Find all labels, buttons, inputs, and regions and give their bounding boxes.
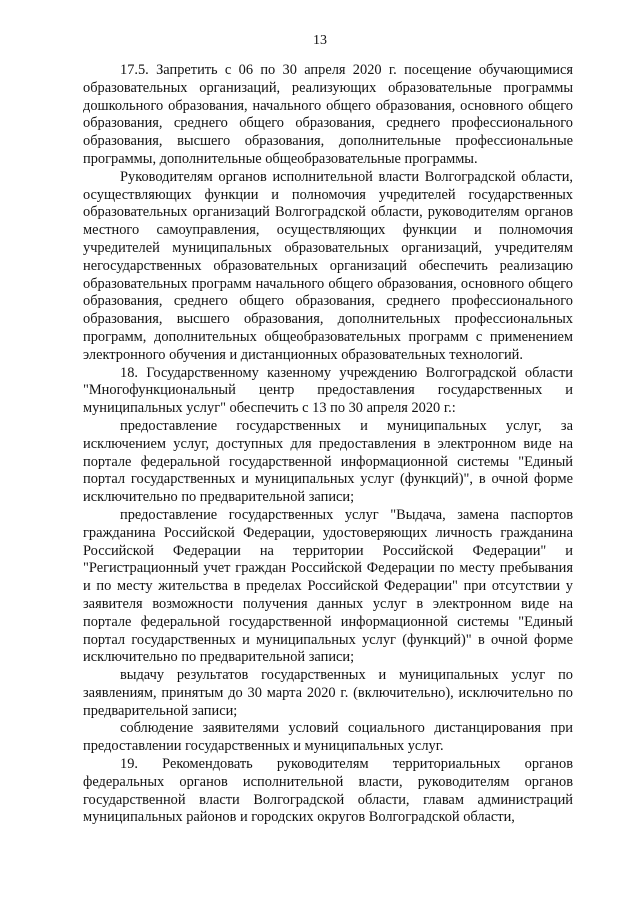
paragraph-17-5: 17.5. Запретить с 06 по 30 апреля 2020 г. посещение обучающимися образовательных организаций, реализующих образовательные программы дошкольного образования, начального общего образования, основного общего образования, среднего общего образования, среднего профессионального образования, высшего образования, дополнительные профессиональные программы, дополнительные общеобразовательные программы.	[83, 62, 573, 167]
paragraph-18-passports: предоставление государственных услуг "Выдача, замена паспортов гражданина Российской Федерации, удостоверяющих личность гражданина Российской Федерации на территории Российской Федерации" и "Регистрационный учет граждан Российской Федерации по месту пребывания и по месту жительства в пределах Российской Федерации" при отсутствии у заявителя возможности получения данных услуг в электронном виде на портале федеральной государственной информационной системы "Единый портал государственных и муниципальных услуг (функций)" в очной форме исключительно по предварительной записи;	[83, 506, 573, 666]
paragraph-19: 19. Рекомендовать руководителям территориальных органов федеральных органов исполнительной власти, руководителям органов государственной власти Волгоградской области, главам администраций муниципальных районов и городских округов Волгоградской области,	[83, 756, 573, 826]
document-body	[83, 62, 573, 827]
paragraph-17-5-instructions: Руководителям органов исполнительной власти Волгоградской области, осуществляющих функции и полномочия учредителей государственных образовательных организаций Волгоградской области, руководителям органов местного самоуправления, осуществляющих функции и полномочия учредителей муниципальных образовательных организаций, учредителям негосударственных образовательных организаций обеспечить реализацию образовательных программ начального общего образования, основного общего образования, среднего общего образования, среднего профессионального образования, высшего образования, дополнительных профессиональных программ, дополнительных общеобразовательных программ с применением электронного обучения и дистанционных образовательных технологий.	[83, 168, 573, 363]
paragraph-18-services: предоставление государственных и муниципальных услуг, за исключением услуг, доступных для предоставления в электронном виде на портале федеральной государственной информационной системы "Единый портал государственных и муниципальных услуг (функций)", в очной форме исключительно по предварительной записи;	[83, 417, 573, 506]
page-number: 13	[313, 33, 327, 48]
paragraph-18: 18. Государственному казенному учреждению Волгоградской области "Многофункциональный центр предоставления государственных и муниципальных услуг" обеспечить с 13 по 30 апреля 2020 г.:	[83, 364, 573, 417]
paragraph-18-results: выдачу результатов государственных и муниципальных услуг по заявлениям, принятым до 30 марта 2020 г. (включительно), исключительно по предварительной записи;	[83, 667, 573, 719]
paragraph-18-distancing: соблюдение заявителями условий социального дистанцирования при предоставлении государственных и муниципальных услуг.	[83, 720, 573, 755]
